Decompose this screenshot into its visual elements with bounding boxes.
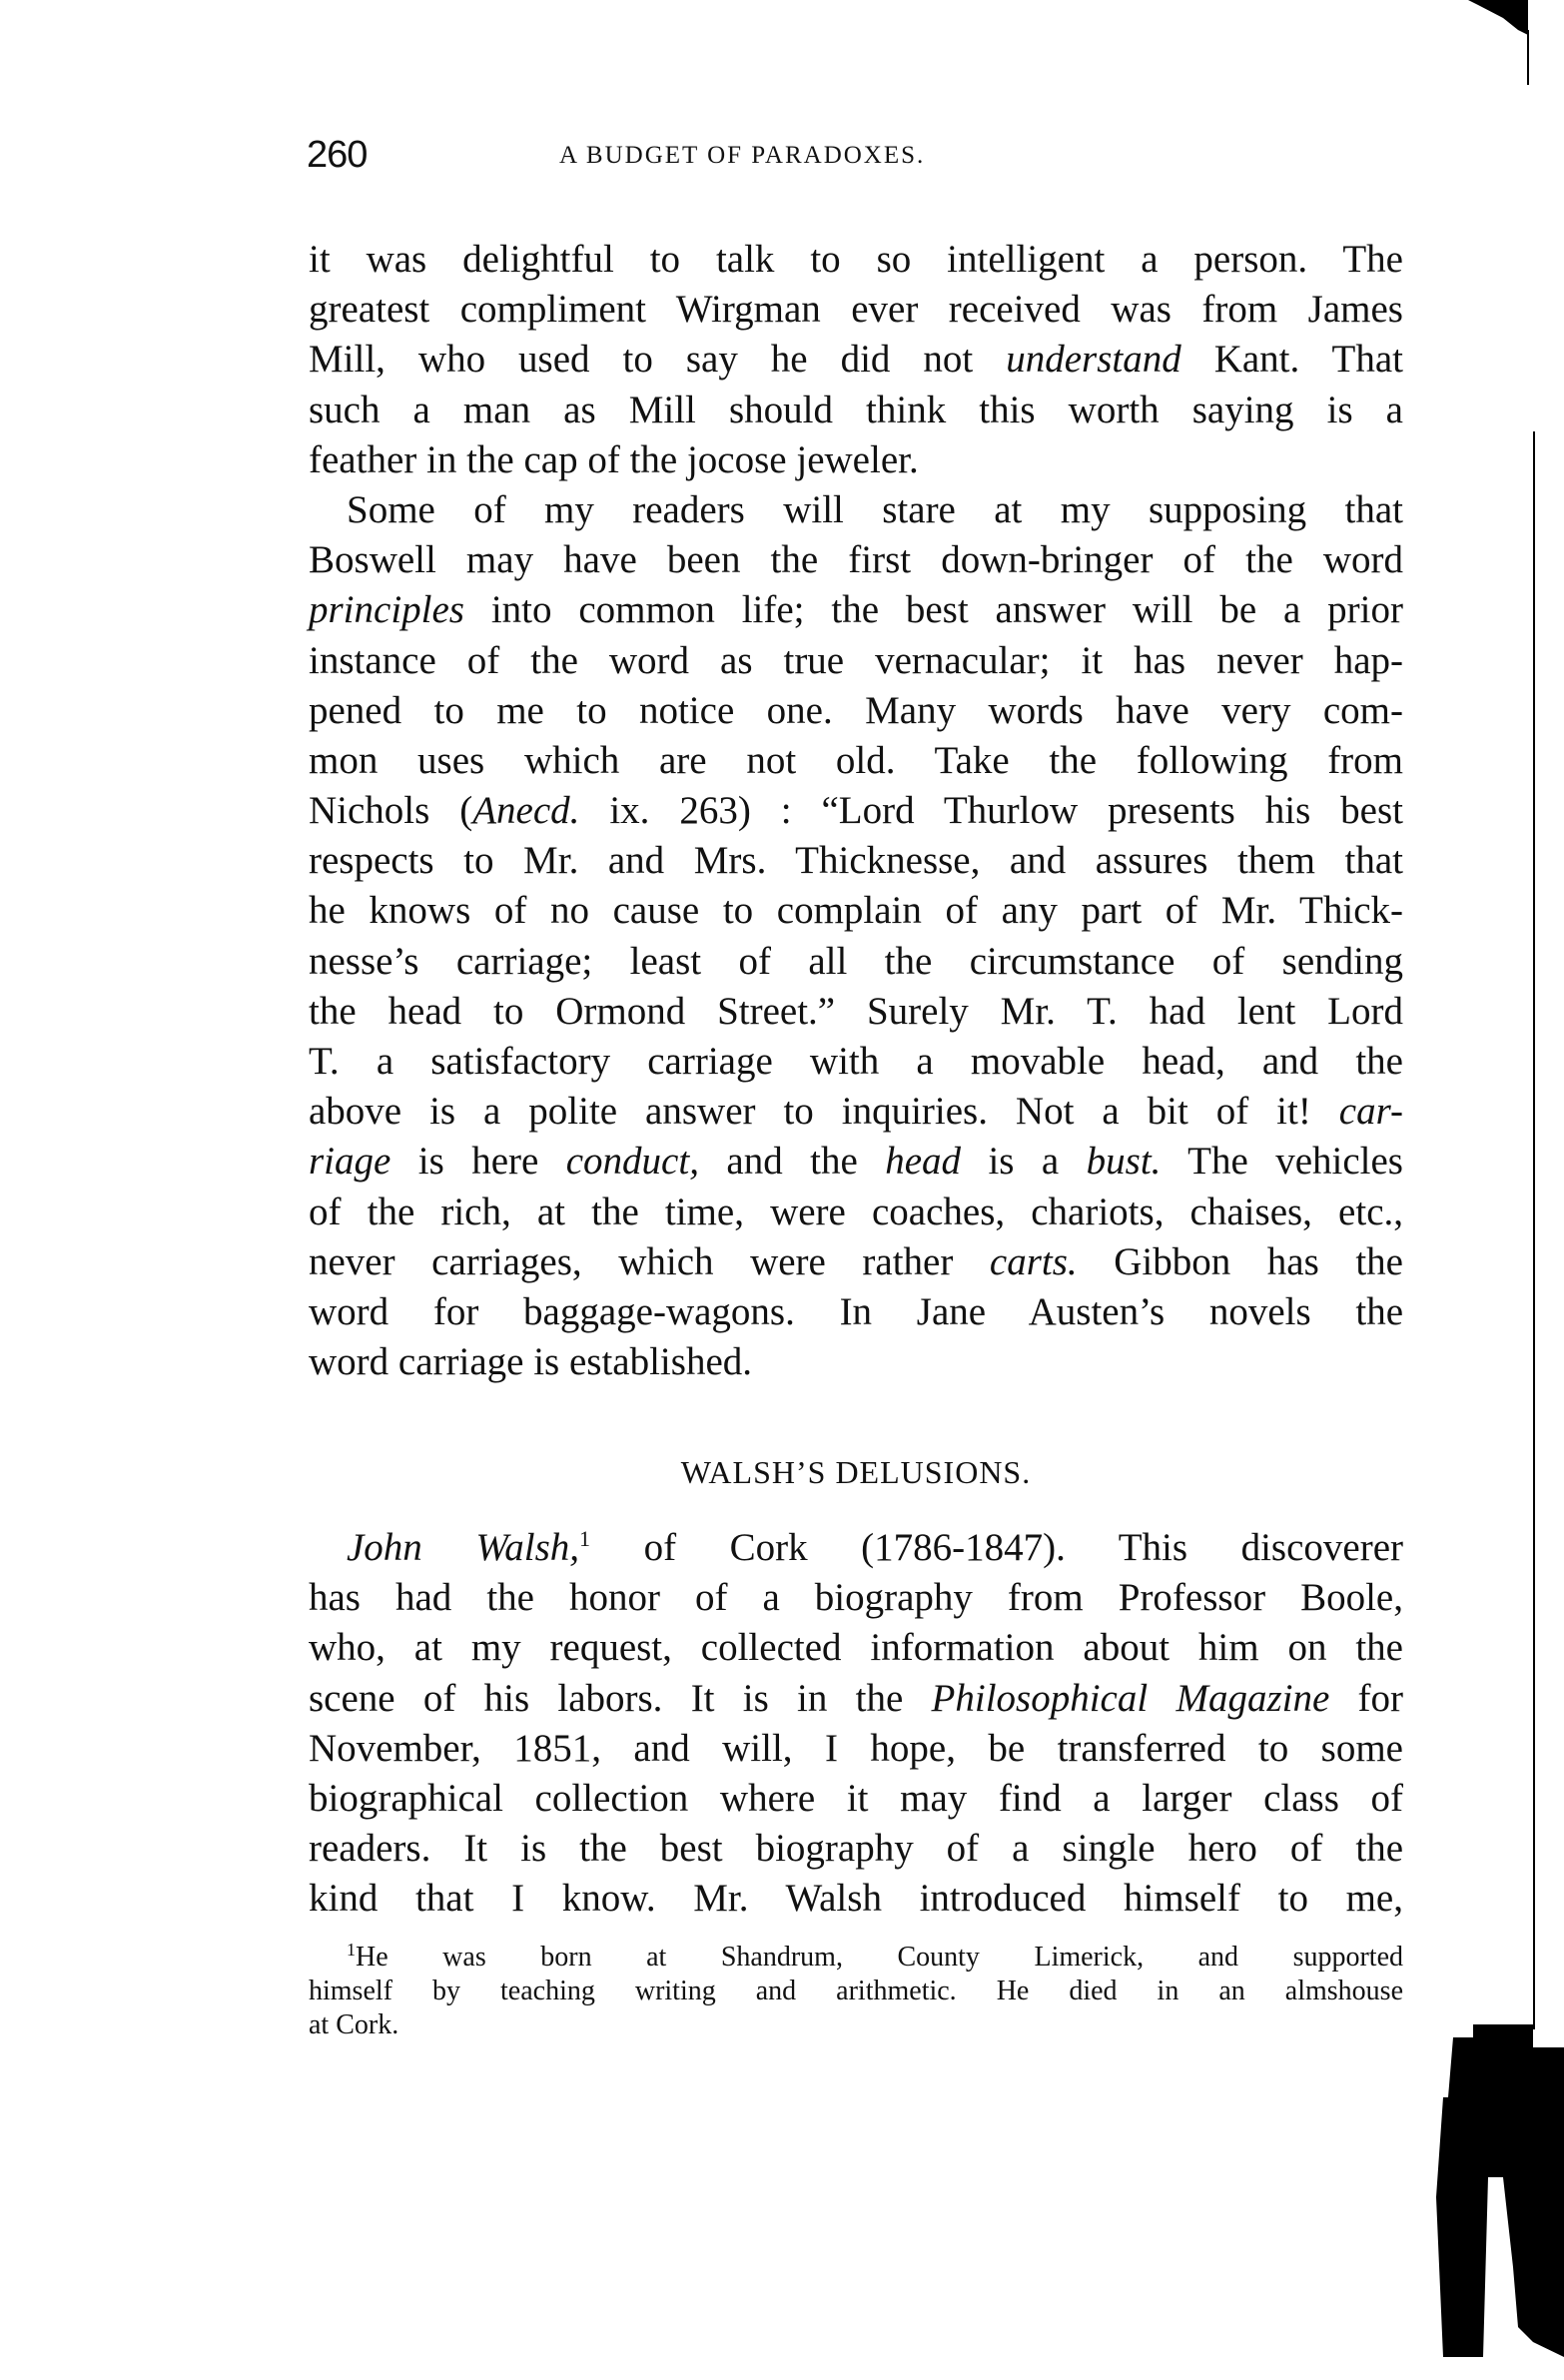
text-span: feather in the cap of the jocose jeweler.: [309, 437, 919, 481]
text-span: Nichols (: [309, 789, 473, 833]
text-span: ix. 263) : “Lord Thurlow presents his best: [579, 789, 1403, 833]
page-number: 260: [307, 134, 368, 176]
italic-text: principles: [309, 588, 464, 632]
italic-text: understand: [1006, 338, 1181, 382]
text-span: Some of my readers will stare at my supposing that: [347, 487, 1403, 531]
text-span: greatest compliment Wirgman ever received was from James: [309, 288, 1403, 332]
text-span: into common life; the best answer will be a prior: [463, 588, 1403, 632]
text-span: T. a satisfactory carriage with a movable head, and the: [309, 1040, 1403, 1083]
text-span: is here: [391, 1140, 566, 1184]
text-span: word for baggage-wagons. In Jane Austen’s novels the: [309, 1289, 1403, 1333]
text-span: never carriages, which were rather: [309, 1239, 990, 1283]
italic-text: Anecd.: [472, 789, 580, 833]
italic-text: conduct,: [565, 1140, 699, 1184]
running-title: A BUDGET OF PARADOXES.: [559, 142, 926, 169]
text-span: of the rich, at the time, were coaches, chariots, chaises, etc.,: [309, 1190, 1403, 1233]
text-span: instance of the word as true vernacular; it has never hap-: [309, 638, 1403, 682]
italic-text: riage: [309, 1140, 391, 1184]
italic-text: John Walsh,: [347, 1526, 580, 1569]
text-span: he knows of no cause to complain of any part of Mr. Thick-: [309, 889, 1403, 933]
text-span: the head to Ormond Street.” Surely Mr. T. had lent Lord: [309, 989, 1403, 1033]
italic-text: car-: [1338, 1090, 1403, 1134]
text-span: it was delightful to talk to so intelligent a person. The: [309, 238, 1403, 281]
italic-text: bust.: [1086, 1140, 1162, 1184]
text-span: November, 1851, and will, I hope, be transferred to some: [309, 1726, 1403, 1770]
text-span: Mill, who used to say he did not: [309, 338, 1007, 382]
text-span: who, at my request, collected information about him on the: [309, 1626, 1403, 1670]
text-span: respects to Mr. and Mrs. Thicknesse, and assures them that: [309, 839, 1403, 883]
text-span: Boswell may have been the first down-bringer of the word: [309, 538, 1403, 582]
text-span: for: [1329, 1676, 1403, 1720]
italic-text: carts.: [989, 1239, 1078, 1283]
text-span: above is a polite answer to inquiries. Not a bit of it!: [309, 1090, 1339, 1134]
text-span: Kant. That: [1180, 338, 1403, 382]
section-heading: WALSH’S DELUSIONS.: [680, 1454, 1032, 1490]
footnote-marker: 1: [579, 1526, 591, 1551]
text-span: such a man as Mill should think this worth saying is a: [309, 388, 1403, 431]
text-span: He was born at Shandrum, County Limerick, and supported: [356, 1942, 1403, 1973]
text-span: scene of his labors. It is in the: [309, 1676, 932, 1720]
text-span: mon uses which are not old. Take the following from: [309, 738, 1403, 782]
text-span: readers. It is the best biography of a single hero of the: [309, 1827, 1403, 1871]
text-span: of Cork (1786-1847). This discoverer: [590, 1526, 1404, 1569]
text-span: is a: [961, 1140, 1087, 1184]
italic-text: Philosophical Magazine: [931, 1676, 1330, 1720]
text-span: biographical collection where it may find a larger class of: [309, 1776, 1403, 1820]
text-span: The vehicles: [1161, 1140, 1403, 1184]
text-span: pened to me to notice one. Many words have very com-: [309, 688, 1403, 732]
text-span: at Cork.: [309, 2009, 399, 2040]
text-span: Gibbon has the: [1077, 1239, 1403, 1283]
page-corner-shadow: [1468, 0, 1528, 35]
italic-text: head: [885, 1140, 962, 1184]
text-span: and the: [698, 1140, 886, 1184]
footnote-marker: 1: [347, 1940, 356, 1960]
text-span: nesse’s carriage; least of all the circumstance of sending: [309, 939, 1403, 983]
page-edge-shadow: [1436, 2024, 1564, 2357]
text-span: kind that I know. Mr. Walsh introduced himself to me,: [309, 1877, 1403, 1921]
page-edge-line: [1533, 431, 1535, 2029]
text-span: has had the honor of a biography from Professor Boole,: [309, 1576, 1403, 1620]
page-edge-line-top: [1527, 30, 1529, 85]
text-span: word carriage is established.: [309, 1340, 753, 1384]
text-span: himself by teaching writing and arithmetic. He died in an almshouse: [309, 1976, 1403, 2006]
